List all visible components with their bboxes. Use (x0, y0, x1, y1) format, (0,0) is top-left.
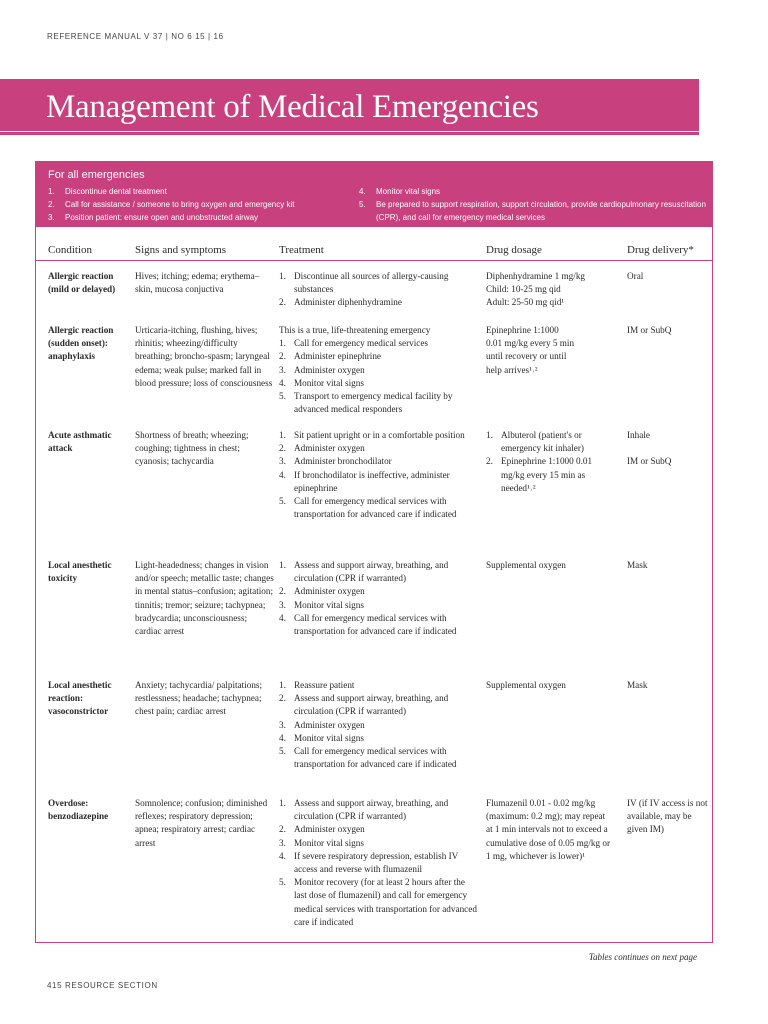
dosage-item: 1. Albuterol (patient's or emergency kit inhaler) (486, 430, 584, 454)
delivery-cell (627, 559, 711, 572)
treatment-intro: This is a true, life-threatening emergency (279, 325, 431, 335)
signs-cell: Anxiety; tachycardia/ palpitations; restlessness; headache; tachypnea; chest pain; cardiac arrest (135, 680, 263, 717)
treatment-step: 4. If severe respiratory depression, establish IV access and reverse with flumazenil (279, 850, 459, 875)
dosage-item: 2. Epinephrine 1:1000 0.01 mg/kg every 15 min as needed¹˒² (486, 456, 593, 493)
treatment-step: 1. Call for emergency medical services (279, 338, 429, 349)
running-head: REFERENCE MANUAL V 37 | NO 6 15 | 16 (47, 32, 224, 41)
delivery-cell (627, 429, 711, 468)
treatment-step: 1. Discontinue all sources of allergy-causing substances (279, 271, 449, 295)
treatment-cell (279, 559, 479, 638)
treatment-step: 1. Assess and support airway, breathing, and circulation (CPR if warranted) (279, 798, 449, 822)
treatment-cell (279, 429, 479, 521)
column-header-treatment: Treatment (279, 244, 324, 256)
table-header (36, 227, 712, 261)
delivery-line: IM or SubQ (627, 456, 672, 467)
dosage-cell (486, 324, 614, 377)
condition-cell: Acute asthmatic attack (48, 430, 112, 454)
treatment-cell (279, 324, 479, 416)
treatment-step: 2. Administer oxygen (279, 586, 365, 597)
signs-cell: Urticaria-itching, flushing, hives; rhinitis; wheezing/difficulty breathing; broncho-spasm; laryngeal edema; weak pulse; marked fall in blood pressure; loss of consciousness (135, 325, 273, 388)
condition-cell: Local anesthetic toxicity (48, 560, 112, 584)
treatment-step: 4. Monitor vital signs (279, 732, 364, 743)
page-footer: 415 RESOURCE SECTION (47, 981, 158, 990)
page-title: Management of Medical Emergencies (46, 89, 539, 125)
treatment-step: 4. Call for emergency medical services with transportation for advanced care if indicated (279, 612, 457, 637)
delivery-cell (627, 270, 711, 283)
condition-cell: Local anesthetic reaction: vasoconstrictor (48, 680, 112, 717)
signs-cell: Somnolence; confusion; diminished reflexes; respiratory depression; apnea; respiratory arrest; cardiac arrest (135, 798, 268, 848)
treatment-step: 1. Reassure patient (279, 680, 355, 690)
treatment-cell (279, 797, 479, 929)
signs-cell: Light-headedness; changes in vision and/or speech; metallic taste; changes in mental status–confusion; agitation; tinnitis; tremor; seizure; tachypnea; bradycardia; unconsciousness; cardiac arrest (135, 560, 274, 637)
treatment-step: 5. Call for emergency medical services with transportation for advanced care if indicated (279, 496, 457, 520)
for-all-item: 5. Be prepared to support respiration, support circulation, provide cardiopulmonary resuscitation (CPR), and call for emergency medical services (359, 200, 706, 222)
dosage-line: Supplemental oxygen (486, 680, 566, 690)
column-header-dosage: Drug dosage (486, 244, 542, 256)
for-all-emergencies-panel (36, 162, 712, 227)
column-header-signs: Signs and symptoms (135, 244, 227, 256)
for-all-left-list (48, 185, 368, 224)
delivery-line: Mask (627, 560, 648, 570)
dosage-line: Flumazenil 0.01 - 0.02 mg/kg (maximum: 0.2 mg); may repeat at 1 min intervals not to exceed a cumulative dose of 0.05 mg/kg or 1 mg, whichever is lower)¹ (486, 798, 611, 861)
condition-cell: Allergic reaction (sudden onset): anaphylaxis (48, 325, 114, 362)
dosage-line: help arrives¹˒² (486, 364, 538, 375)
treatment-step: 1. Assess and support airway, breathing, and circulation (CPR if warranted) (279, 560, 449, 584)
column-header-condition: Condition (48, 244, 93, 256)
title-banner (0, 79, 699, 135)
column-header-delivery: Drug delivery* (627, 244, 694, 256)
dosage-cell (486, 270, 614, 310)
delivery-line: IV (if IV access is not available, may be given IM) (627, 798, 708, 835)
treatment-step: 2. Assess and support airway, breathing, and circulation (CPR if warranted) (279, 693, 449, 717)
dosage-cell (486, 797, 614, 863)
delivery-line: Inhale (627, 430, 650, 440)
condition-cell: Overdose: benzodiazepine (48, 798, 109, 822)
treatment-cell (279, 679, 479, 771)
dosage-line: 0.01 mg/kg every 5 min (486, 338, 575, 349)
treatment-step: 4. Monitor vital signs (279, 377, 364, 388)
for-all-right-list (359, 185, 709, 224)
continued-note: Tables continues on next page (588, 952, 697, 962)
delivery-cell (627, 797, 711, 837)
treatment-cell (279, 270, 479, 310)
treatment-step: 5. Transport to emergency medical facility by advanced medical responders (279, 391, 453, 415)
dosage-cell (486, 559, 614, 572)
delivery-cell (627, 324, 711, 337)
delivery-line: Mask (627, 680, 648, 690)
treatment-step: 5. Call for emergency medical services with transportation for advanced care if indicated (279, 746, 457, 770)
treatment-step: 3. Administer bronchodilator (279, 456, 392, 467)
for-all-item: 3. Position patient: ensure open and unobstructed airway (48, 213, 259, 222)
dosage-line: Supplemental oxygen (486, 560, 566, 570)
signs-cell: Shortness of breath; wheezing; coughing; tightness in chest; cyanosis; tachycardia (135, 430, 249, 467)
treatment-step: 3. Monitor vital signs (279, 837, 364, 848)
treatment-step: 1. Sit patient upright or in a comfortable position (279, 430, 465, 440)
emergency-table (35, 161, 713, 943)
treatment-step: 4. If bronchodilator is ineffective, administer epinephrine (279, 469, 450, 493)
banner-rule (0, 131, 699, 132)
for-all-item: 4. Monitor vital signs (359, 187, 441, 196)
dosage-cell (486, 429, 614, 495)
treatment-step: 2. Administer epinephrine (279, 351, 382, 362)
for-all-item: 2. Call for assistance / someone to bring oxygen and emergency kit (48, 200, 295, 209)
dosage-line: Diphenhydramine 1 mg/kg (486, 271, 586, 281)
treatment-step: 2. Administer oxygen (279, 443, 365, 454)
dosage-line: until recovery or until (486, 351, 567, 362)
treatment-step: 3. Administer oxygen (279, 719, 365, 730)
for-all-title: For all emergencies (48, 169, 145, 181)
treatment-step: 5. Monitor recovery (for at least 2 hours after the last dose of flumazenil) and call for emergency medical services with transportation for advanced care if indicated (279, 877, 477, 927)
treatment-step: 3. Administer oxygen (279, 364, 365, 375)
delivery-cell (627, 679, 711, 692)
condition-cell: Allergic reaction (mild or delayed) (48, 271, 116, 295)
treatment-step: 2. Administer oxygen (279, 824, 365, 835)
dosage-cell (486, 679, 614, 692)
treatment-step: 3. Monitor vital signs (279, 599, 364, 610)
signs-cell: Hives; itching; edema; erythema–skin, mucosa conjuctiva (135, 271, 260, 295)
delivery-line: Oral (627, 271, 644, 281)
delivery-line: IM or SubQ (627, 325, 672, 335)
dosage-line: Adult: 25-50 mg qid¹ (486, 297, 565, 308)
dosage-line: Child: 10-25 mg qid (486, 284, 561, 295)
dosage-line: Epinephrine 1:1000 (486, 325, 559, 335)
for-all-item: 1. Discontinue dental treatment (48, 187, 167, 196)
treatment-step: 2. Administer diphenhydramine (279, 297, 402, 308)
